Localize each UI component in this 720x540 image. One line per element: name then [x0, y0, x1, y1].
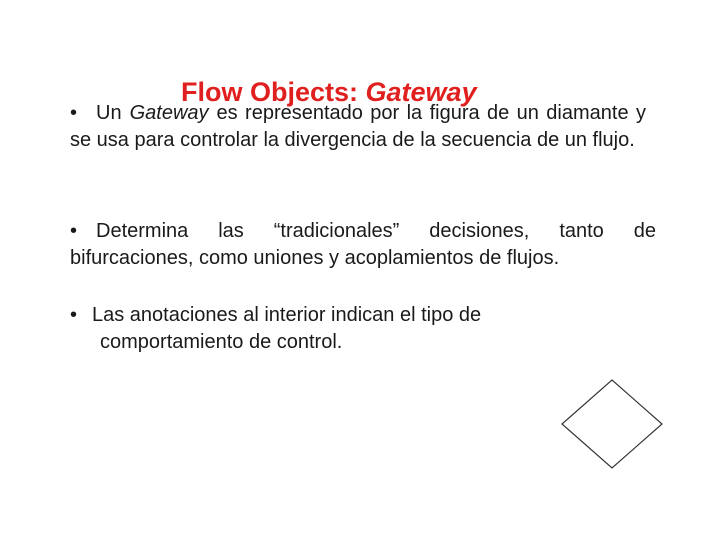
- title-emphasis: Gateway: [365, 77, 477, 107]
- bullet-marker: •: [70, 304, 78, 326]
- gateway-diamond-icon: [560, 378, 664, 470]
- bullet-1-pre: Un: [96, 102, 122, 124]
- slide-title: [181, 76, 477, 108]
- bullet-marker: •: [70, 102, 78, 124]
- bullet-item-3: [70, 302, 630, 356]
- title-prefix: Flow Objects:: [181, 77, 366, 107]
- bullet-marker: •: [70, 220, 78, 242]
- bullet-2-text: Determina las “tradicionales” decisiones, tanto de bifurcaciones, como uniones y acoplamientos de flujos.: [70, 220, 656, 269]
- bullet-3-line-2: comportamiento de control.: [100, 331, 343, 353]
- bullet-item-2: [70, 218, 656, 272]
- bullet-1-emphasis: Gateway: [129, 102, 209, 124]
- bullet-item-1: [70, 100, 646, 154]
- bullet-3-line-1: Las anotaciones al interior indican el tipo de: [92, 304, 482, 326]
- bullet-1-post: es representado por la figura de un diamante y se usa para controlar la divergencia de la secuencia de un flujo.: [70, 102, 646, 151]
